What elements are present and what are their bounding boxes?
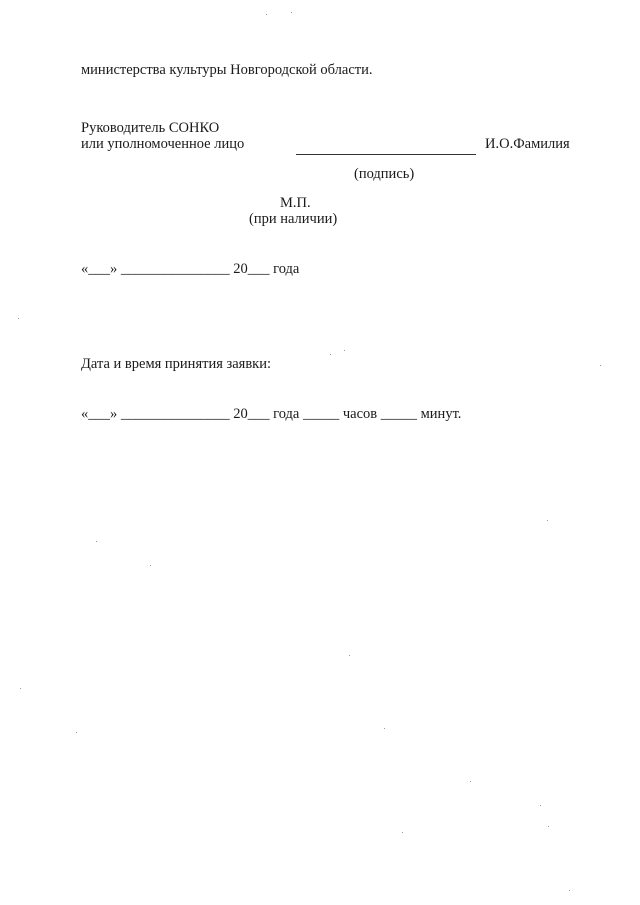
- date-line: «___» _______________ 20___ года: [81, 261, 300, 277]
- scan-speck: [266, 14, 267, 15]
- stamp-note: (при наличии): [249, 211, 338, 227]
- scan-speck: [384, 728, 385, 729]
- scan-speck: [547, 520, 548, 521]
- head-title-line2: или уполномоченное лицо: [81, 136, 245, 152]
- scan-speck: [18, 318, 19, 319]
- scan-speck: [600, 365, 601, 366]
- scan-speck: [349, 655, 350, 656]
- scan-speck: [96, 541, 97, 542]
- stamp-label: М.П.: [280, 195, 311, 211]
- scan-speck: [76, 732, 77, 733]
- scan-speck: [540, 805, 541, 806]
- ministry-line: министерства культуры Новгородской области.: [81, 62, 373, 78]
- scan-speck: [150, 565, 151, 566]
- scan-speck: [548, 826, 549, 827]
- scan-speck: [402, 832, 403, 833]
- scan-speck: [330, 354, 331, 355]
- scan-speck: [20, 688, 21, 689]
- datetime-line: «___» _______________ 20___ года _____ часов _____ минут.: [81, 406, 462, 422]
- head-title-line1: Руководитель СОНКО: [81, 120, 220, 136]
- signature-caption: (подпись): [354, 166, 415, 182]
- scan-speck: [344, 350, 345, 351]
- scan-speck: [569, 890, 570, 891]
- datetime-label: Дата и время принятия заявки:: [81, 356, 272, 372]
- head-name: И.О.Фамилия: [485, 136, 570, 152]
- signature-line: [296, 154, 476, 155]
- scan-speck: [291, 12, 292, 13]
- scan-speck: [470, 781, 471, 782]
